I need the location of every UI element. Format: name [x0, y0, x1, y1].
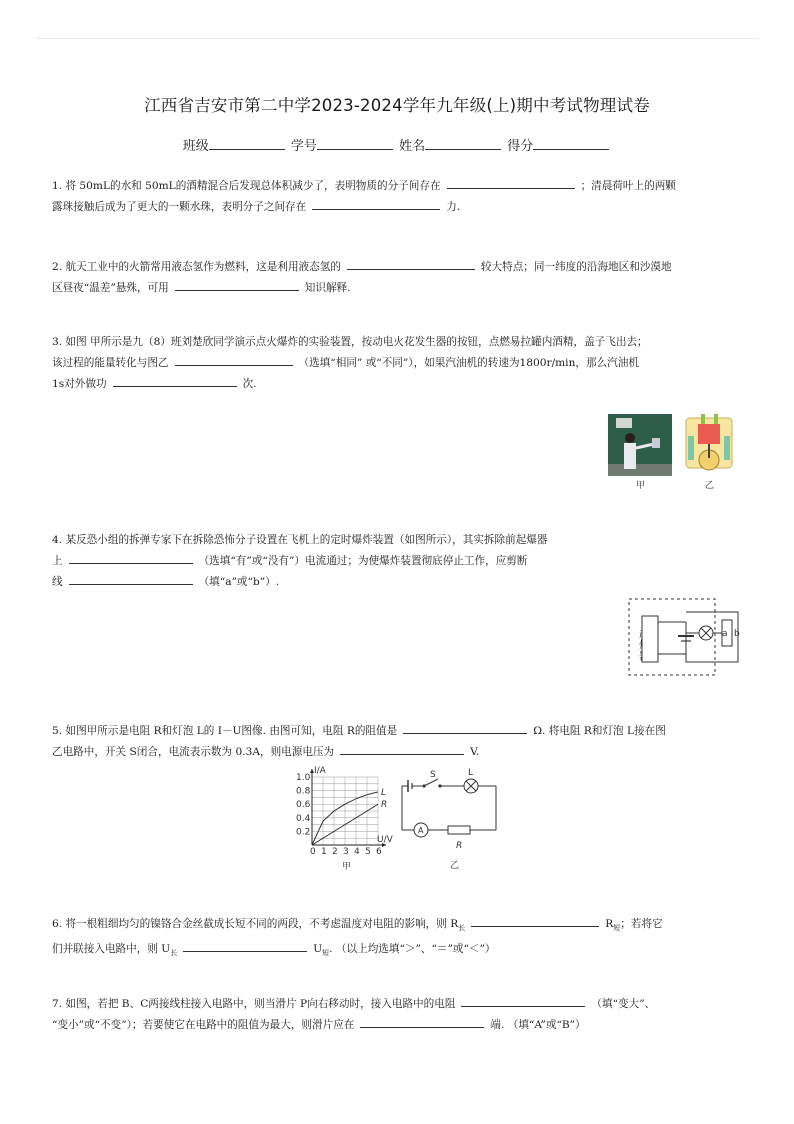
- chart-caption: 甲: [342, 862, 352, 872]
- q1-text: ；清晨荷叶上的两颗: [580, 180, 676, 192]
- class-field[interactable]: [209, 137, 285, 150]
- q5-text: Ω. 将电阻 R和灯泡 L接在图: [533, 725, 666, 737]
- y-tick-label: 0.2: [296, 827, 311, 838]
- name-field[interactable]: [425, 137, 501, 150]
- q5-blank-2[interactable]: [340, 742, 464, 755]
- q7-text: 7. 如图，若把 B、C两接线柱接入电路中，则当滑片 P向右移动时，接入电路中的电阻: [52, 998, 456, 1010]
- student-id-label: 学号: [290, 139, 317, 154]
- q6-sub: 短: [322, 949, 330, 958]
- y-tick-label: 0.8: [296, 786, 311, 797]
- series-label-R: R: [381, 800, 388, 811]
- q1-text: 露珠接触后成为了更大的一颗水珠，表明分子之间存在: [52, 201, 307, 213]
- q6-sub: 长: [170, 949, 178, 958]
- x-axis-label: U/V: [377, 835, 393, 845]
- class-label: 班级: [182, 139, 209, 154]
- q4-blank-2[interactable]: [69, 572, 193, 585]
- q3-caption-right: 乙: [705, 481, 715, 491]
- q3-caption-left: 甲: [636, 481, 646, 491]
- q2-blank-2[interactable]: [175, 278, 299, 291]
- name-label: 姓名: [399, 139, 426, 154]
- q3-figures: [606, 410, 746, 492]
- q7-blank-1[interactable]: [461, 994, 585, 1007]
- q1-text: 1. 将 50mL的水和 50mL的酒精混合后发现总体积减少了，表明物质的分子间存在: [52, 180, 441, 192]
- detonator-circuit: [626, 596, 746, 680]
- q1-blank-2[interactable]: [312, 197, 440, 210]
- chart-series: [312, 788, 387, 845]
- y-tick-label: 1.0: [296, 773, 311, 783]
- lamp-label: L: [468, 768, 474, 778]
- y-tick-label: 0.4: [296, 813, 311, 824]
- y-tick-label: 0.6: [296, 800, 311, 811]
- x-tick-label: 2: [332, 847, 338, 857]
- x-tick-label: 0: [310, 847, 316, 857]
- series-label-L: L: [381, 787, 387, 798]
- question-4: [52, 530, 744, 593]
- iu-chart: [290, 765, 408, 873]
- question-6: [52, 914, 744, 964]
- resistor-label: R: [456, 841, 463, 851]
- x-tick-label: 5: [365, 847, 371, 857]
- q5-text: V.: [470, 746, 480, 758]
- switch-label: S: [430, 770, 436, 780]
- q6-blank-2[interactable]: [183, 939, 307, 952]
- q1-text: 力.: [446, 201, 461, 213]
- q6-blank-1[interactable]: [471, 914, 599, 927]
- wire-b-label: b: [734, 629, 740, 639]
- wire-a-label: a: [722, 629, 728, 639]
- q6-text: 6. 将一根粗细均匀的镍铬合金丝截成长短不同的两段，不考虑温度对电阻的影响，则 R: [52, 918, 459, 930]
- chart-grid: [312, 777, 378, 845]
- student-id-field[interactable]: [317, 137, 393, 150]
- q3-text: 1s对外做功: [52, 378, 107, 390]
- question-3: [52, 332, 744, 395]
- chart-axes: [310, 769, 386, 847]
- q4-text: 4. 某反恐小组的拆弹专家下在拆除恐怖分子设置在飞机上的定时爆炸装置（如图所示），其实拆除前起爆器: [52, 534, 548, 546]
- x-tick-label: 3: [343, 847, 349, 857]
- q5-text: 乙电路中，开关 S闭合，电流表示数为 0.3A，则电源电压为: [52, 746, 335, 758]
- q7-blank-2[interactable]: [360, 1015, 484, 1028]
- engine-diagram: [686, 414, 732, 470]
- x-tick-label: 1: [321, 847, 327, 857]
- q6-text: 们并联接入电路中，则 U: [52, 943, 171, 956]
- q3-text: 3. 如图 甲所示是九（8）班刘楚欣同学演示点火爆炸的实验装置，按动电火花发生器的按钮，点燃易拉罐内酒精，盖子飞出去；: [52, 336, 648, 348]
- question-1: [52, 176, 744, 218]
- q6-sub: 长: [458, 924, 466, 933]
- q3-text: （选填“相同” 或“不同”），如果汽油机的转速为1800r/min，那么汽油机: [298, 357, 639, 369]
- score-field[interactable]: [533, 137, 609, 150]
- q6-text: . （以上均选填“＞”、“＝”或“＜”）: [329, 943, 496, 956]
- q5-blank-1[interactable]: [403, 721, 527, 734]
- q7-text: “变小”或“不变”）；若要使它在电路中的阻值为最大，则滑片应在: [52, 1019, 355, 1031]
- q6-sub: 短: [613, 924, 621, 933]
- q4-blank-1[interactable]: [69, 551, 193, 564]
- x-tick-label: 4: [354, 847, 360, 857]
- classroom-photo: [608, 414, 672, 476]
- q2-text: 较大特点；同一纬度的沿海地区和沙漠地: [480, 261, 672, 273]
- q2-text: 知识解释.: [304, 282, 351, 294]
- q5-caption-right: 乙: [450, 861, 460, 871]
- q6-text: ；若将它: [620, 918, 663, 930]
- q2-text: 2. 航天工业中的火箭常用液态氢作为燃料，这是利用液态氢的: [52, 261, 341, 273]
- q5-text: 5. 如图甲所示是电阻 R和灯泡 L的 I－U图像. 由图可知，电阻 R的阻值是: [52, 725, 398, 737]
- q4-text: （填“a”或“b”）.: [198, 576, 280, 588]
- question-5: [52, 721, 744, 763]
- q3-text: 该过程的能量转化与图乙: [52, 357, 169, 369]
- q2-blank-1[interactable]: [347, 257, 475, 270]
- header-rule: [36, 38, 758, 39]
- q6-text: U: [313, 943, 323, 956]
- q3-blank-1[interactable]: [175, 353, 293, 366]
- x-tick-label: 6: [376, 847, 382, 857]
- q7-text: （填“变大”、: [591, 998, 656, 1010]
- q3-text: 次.: [242, 378, 257, 390]
- q6-text: R: [605, 918, 614, 930]
- q4-text: 上: [52, 555, 63, 567]
- question-7: [52, 994, 744, 1036]
- ammeter-label: A: [418, 826, 424, 835]
- q1-blank-1[interactable]: [447, 176, 575, 189]
- q4-text: （选填“有”或“没有”）电流通过；为使爆炸装置彻底停止工作，应剪断: [198, 555, 528, 567]
- question-2: [52, 257, 744, 299]
- q5-circuit: [394, 768, 504, 872]
- q3-blank-2[interactable]: [113, 374, 237, 387]
- q4-text: 线: [52, 576, 63, 588]
- q7-text: 端. （填“A”或“B”）: [490, 1019, 586, 1031]
- score-label: 得分: [507, 139, 534, 154]
- page-title: 江西省吉安市第二中学2023-2024学年九年级(上)期中考试物理试卷: [144, 96, 650, 115]
- y-axis-label: I/A: [314, 766, 326, 776]
- student-info-row: [0, 135, 794, 154]
- q2-text: 区昼夜“温差”悬殊，可用: [52, 282, 169, 294]
